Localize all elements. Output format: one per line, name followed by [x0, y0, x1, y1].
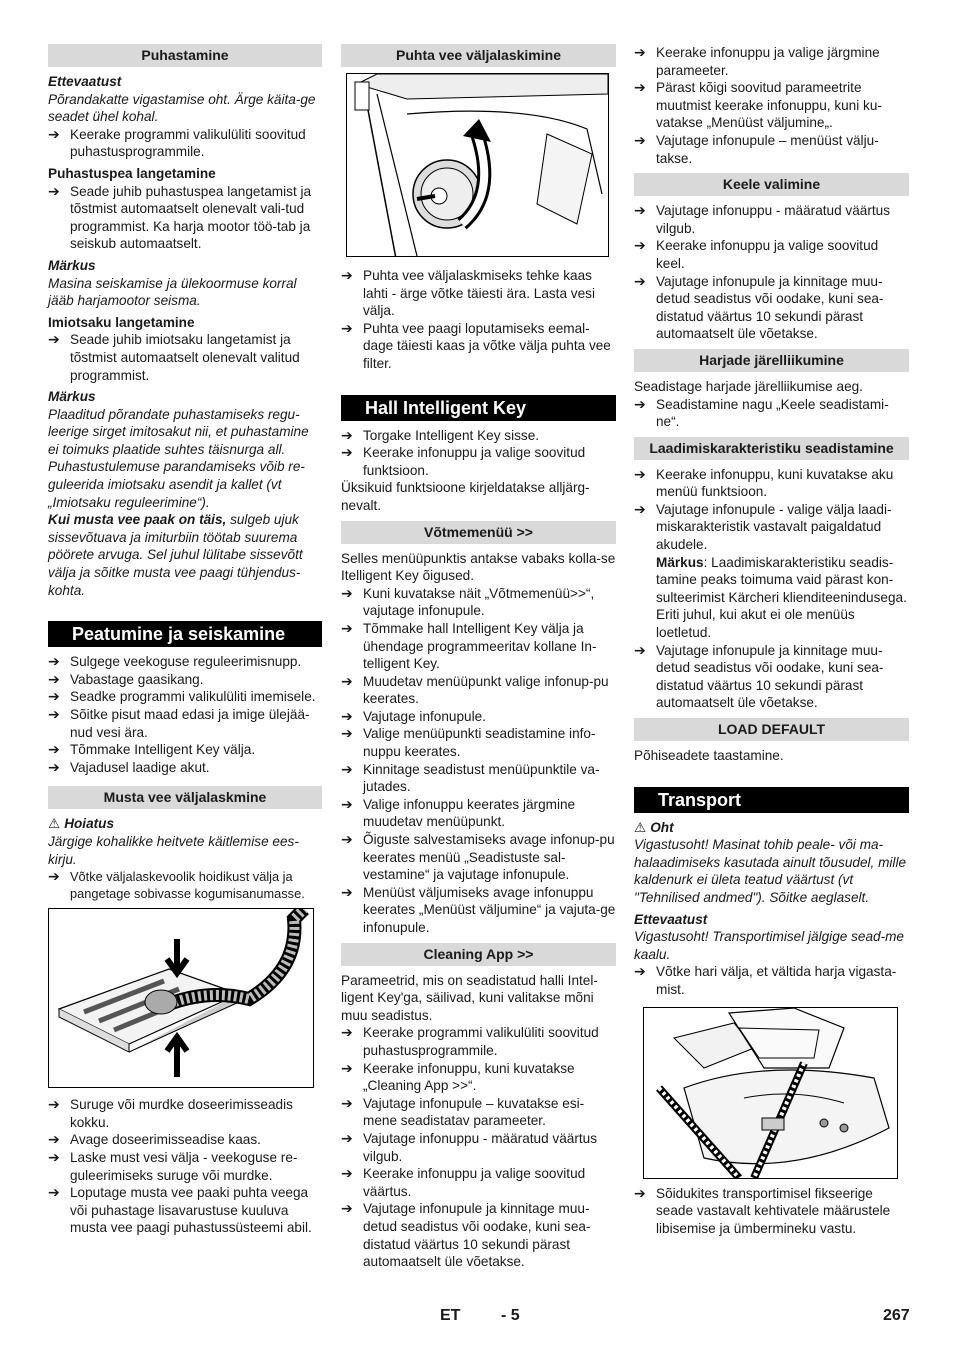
step-item: ➔ Seade juhib imiotsaku langetamist ja tõstmist automaatselt olenevalt valitud programmist. [48, 331, 300, 383]
body-text: Üksikuid funktsioone kirjeldatakse alljärg-nevalt. [341, 480, 590, 513]
step-item: ➔ Menüüst väljumiseks avage infonuppu keerates „Menüüst väljumine“ ja vajuta-ge infonupule. [341, 883, 616, 935]
section-heading-musta-vee: Musta vee väljalaskmine [48, 786, 322, 809]
warning-label: ⚠ Hoiatus [48, 816, 115, 832]
note-label: Märkus [48, 257, 96, 273]
arrow-right-icon: ➔ [634, 500, 646, 517]
step-list [48, 126, 322, 161]
step-item: ➔ Vajutage infonupule ja kinnitage muu-detud seadistus või oodake, kuni sea-distatud väärtus 10 sekundi pärast automaatselt üle võetakse. [634, 272, 884, 342]
arrow-right-icon: ➔ [48, 670, 60, 687]
step-item: ➔ Vajutage infonupule ja kinnitage muu-detud seadistus või oodake, kuni sea-distatud väärtus 10 sekundi pärast automaatselt üle võetakse. [341, 1200, 591, 1270]
transport-straps-illustration [644, 1008, 897, 1178]
subheading: Puhastuspea langetamine [48, 165, 216, 181]
arrow-right-icon: ➔ [48, 1184, 60, 1201]
step-item: ➔ Pärast kõigi soovitud parameetrite muutmist keerake infonuppu, kuni ku-vatakse „Menüüst väljumine„. [634, 79, 882, 131]
step-list [634, 642, 909, 712]
step-item: ➔ Õiguste salvestamiseks avage infonup-pu keerates menüü „Seadistuste sal-vestamine“ ja vajutage infonupule. [341, 831, 615, 883]
body-text: Põhiseadete taastamine. [634, 748, 784, 763]
section-heading-puhastamine: Puhastamine [48, 44, 322, 67]
step-item: ➔ Puhta vee paagi loputamiseks eemal-dage täiesti kaas ja võtke välja puhta vee filter. [341, 319, 611, 371]
step-item: ➔ Vajadusel laadige akut. [48, 758, 210, 775]
figure-fresh-water-cap [346, 73, 609, 257]
danger-text: Vigastusoht! Masinat tohib peale- või ma-halaadimiseks kasutada ainult tõusudel, mille kaldenurk ei ületa teatud väärtust (vt "Tehnilised andmed"). Sõitke aeglaselt. [634, 837, 907, 905]
step-item: ➔ Valige infonuppu keerates järgmine muudetav menüüpunkt. [341, 795, 576, 830]
step-item: ➔ Laske must vesi välja - veekoguse re-guleerimiseks suruge või murdke. [48, 1148, 298, 1183]
caution-label: Ettevaatust [634, 911, 708, 927]
body-text: Seadistage harjade järelliikumise aeg. [634, 378, 863, 394]
column-right [634, 44, 909, 1237]
arrow-right-icon: ➔ [634, 395, 646, 412]
step-item: ➔ Tõmmake Intelligent Key välja. [48, 741, 256, 758]
note-label: Märkus [48, 389, 96, 405]
caution-label: Ettevaatust [48, 74, 122, 89]
step-item: ➔ Seadistamine nagu „Keele seadistami-ne“. [634, 395, 889, 430]
section-heading-transport: Transport [634, 787, 909, 813]
arrow-right-icon: ➔ [48, 653, 60, 670]
arrow-right-icon: ➔ [341, 831, 353, 848]
step-item: ➔ Torgake Intelligent Key sisse. [341, 426, 540, 443]
step-item: ➔ Valige menüüpunkti seadistamine info-nuppu keerates. [341, 725, 596, 760]
arrow-right-icon: ➔ [341, 795, 353, 812]
arrow-right-icon: ➔ [634, 131, 646, 148]
arrow-right-icon: ➔ [341, 707, 353, 724]
arrow-right-icon: ➔ [634, 1184, 646, 1201]
arrow-right-icon: ➔ [341, 1059, 353, 1076]
arrow-right-icon: ➔ [48, 706, 60, 722]
step-list [341, 585, 616, 937]
note-text: Plaaditud põrandate puhastamiseks regu-leerige sirget imitosakut nii, et puhastamine ei toimuks plaatide suhtes täisnurga all. Puhastustulemuse parandamiseks võib re-guleerida imiotsaku asendit ja kallet (vt „Imiotsaku reguleerimine“). [48, 406, 309, 510]
arrow-right-icon: ➔ [634, 237, 646, 254]
note-text-continued: Kui musta vee paak on täis, sulgeb ujuk sissevõtuava ja imiturbiin töötab suurema pöörete arvuga. Sel juhul lülitabe sissevõtt välja ja sõitke musta vee paagi tühjendus-kohta. [48, 512, 303, 598]
arrow-right-icon: ➔ [341, 725, 353, 742]
arrow-right-icon: ➔ [341, 883, 353, 900]
section-heading-peatumine: Peatumine ja seiskamine [48, 621, 322, 647]
arrow-right-icon: ➔ [341, 319, 353, 336]
column-middle [341, 44, 616, 1271]
step-item: ➔ Vabastage gaasikang. [48, 670, 204, 687]
section-heading-load-default: LOAD DEFAULT [634, 718, 909, 741]
caution-text: Vigastusoht! Transportimisel jälgige sead-me kaalu. [634, 929, 904, 962]
step-item: ➔ Avage doseerimisseadise kaas. [48, 1131, 261, 1148]
step-item: ➔ Tõmmake hall Intelligent Key välja ja ühendage programmeeritav kollane In-telligent Key. [341, 619, 597, 672]
note-text: Märkus: Laadimiskarakteristiku seadis-tamine peaks toimuma vaid pärast kon-sulteerimist Kärcheri klienditeenindusega. Eriti juhul, kui akut ei ole menüüs loetletud. [656, 554, 907, 641]
step-item: ➔ Seadke programmi valikulüliti imemisele. [48, 688, 316, 705]
figure-transport-straps [643, 1007, 898, 1179]
arrow-right-icon: ➔ [341, 1094, 353, 1111]
section-heading-cleaning-app: Cleaning App >> [341, 943, 616, 966]
arrow-right-icon: ➔ [48, 741, 60, 758]
arrow-right-icon: ➔ [48, 758, 60, 775]
step-list [634, 466, 909, 554]
step-item: ➔ Vajutage infonupule. [341, 707, 486, 724]
step-item: ➔ Keerake infonuppu ja valige soovitud keel. [634, 237, 879, 271]
warning-triangle-icon: ⚠ [48, 816, 61, 832]
section-heading-hall-intelligent-key: Hall Intelligent Key [341, 395, 616, 421]
footer-language: ET [440, 1307, 461, 1324]
section-heading-laadimiskarakteristik: Laadimiskarakteristiku seadistamine [634, 437, 909, 460]
step-item: ➔ Võtke hari välja, et vältida harja vigasta-mist. [634, 963, 897, 997]
arrow-right-icon: ➔ [341, 267, 353, 283]
arrow-right-icon: ➔ [341, 444, 353, 461]
step-list [634, 202, 909, 343]
step-item: ➔ Keerake programmi valikulüliti soovitud puhastusprogrammile. [48, 125, 306, 160]
step-item: ➔ Vajutage infonupule ja kinnitage muu-detud seadistus või oodake, kuni sea-distatud väärtus 10 sekundi pärast automaatselt üle võetakse. [634, 641, 884, 711]
step-item: ➔ Kinnitage seadistust menüüpunktile va-jutades. [341, 760, 600, 795]
step-item: ➔ Sulgege veekoguse reguleerimisnupp. [48, 653, 302, 670]
step-list [48, 868, 322, 902]
step-list [341, 1024, 616, 1270]
section-heading-votmemenuu: Võtmemenüü >> [341, 521, 616, 544]
step-item: ➔ Keerake infonuppu ja valige soovitud väärtus. [341, 1165, 586, 1199]
step-item: ➔ Vajutage infonupule – kuvatakse esi-mene seadistatav parameeter. [341, 1094, 585, 1129]
step-item: ➔ Sõitke pisut maad edasi ja imige ülejää-nud vesi ära. [48, 706, 310, 740]
step-item: ➔ Keerake programmi valikulüliti soovitud puhastusprogrammile. [341, 1024, 599, 1058]
warning-text: Järgige kohalikke heitvete käitlemise ees-kirju. [48, 833, 299, 867]
step-list [341, 427, 616, 480]
arrow-right-icon: ➔ [48, 688, 60, 705]
step-item: ➔ Vajutage infonuppu - määratud väärtus vilgub. [634, 202, 891, 236]
step-item: ➔ Keerake infonuppu, kuni kuvatakse aku menüü funktsioon. [634, 465, 894, 500]
step-list [48, 183, 322, 253]
caution-text: Põrandakatte vigastamise oht. Ärge käita-ge seadet ühel kohal. [48, 91, 316, 125]
arrow-right-icon: ➔ [634, 79, 646, 96]
arrow-right-icon: ➔ [341, 1129, 353, 1146]
footer-local-page: - 5 [501, 1307, 520, 1324]
step-list [634, 1185, 909, 1238]
step-item: ➔ Keerake infonuppu, kuni kuvatakse „Cleaning App >>“. [341, 1059, 575, 1094]
arrow-right-icon: ➔ [48, 182, 60, 199]
danger-label: ⚠ Oht [634, 819, 674, 835]
arrow-right-icon: ➔ [48, 1148, 60, 1165]
column-left [48, 44, 322, 1237]
step-item: ➔ Suruge või murdke doseerimisseadis kokku. [48, 1096, 293, 1130]
step-item: ➔ Sõidukites transportimisel fikseerige seade vastavalt kehtivatele määrustele libisemise ja ümbermineku vastu. [634, 1184, 891, 1236]
fresh-water-cap-illustration [347, 74, 608, 256]
section-heading-harjade: Harjade järelliikumine [634, 349, 909, 372]
arrow-right-icon: ➔ [341, 1200, 353, 1217]
arrow-right-icon: ➔ [48, 125, 60, 142]
subheading: Imiotsaku langetamine [48, 314, 195, 330]
arrow-right-icon: ➔ [48, 1131, 60, 1148]
step-list [48, 1096, 322, 1237]
warning-triangle-icon: ⚠ [634, 819, 647, 835]
drain-hose-illustration [49, 909, 313, 1087]
step-list [634, 396, 909, 431]
arrow-right-icon: ➔ [341, 584, 353, 601]
arrow-right-icon: ➔ [634, 272, 646, 289]
arrow-right-icon: ➔ [341, 1024, 353, 1041]
step-item: ➔ Kuni kuvatakse näit „Võtmemenüü>>“, vajutage infonupule. [341, 584, 595, 619]
arrow-right-icon: ➔ [634, 963, 646, 980]
step-item: ➔ Muudetav menüüpunkt valige infonup-pu keerates. [341, 672, 609, 707]
arrow-right-icon: ➔ [634, 465, 646, 482]
arrow-right-icon: ➔ [48, 868, 60, 885]
step-list [48, 331, 322, 384]
arrow-right-icon: ➔ [341, 672, 353, 689]
arrow-right-icon: ➔ [634, 202, 646, 219]
footer-page-number: 267 [883, 1307, 910, 1324]
step-item: ➔ Keerake infonuppu ja valige soovitud funktsioon. [341, 444, 586, 478]
arrow-right-icon: ➔ [341, 760, 353, 777]
body-text: Selles menüüpunktis antakse vabaks kolla-se Itelligent Key õigused. [341, 550, 616, 584]
step-item: ➔ Vajutage infonupule - valige välja laadi-miskarakteristik vastavalt paigaldatud akudele. [634, 500, 892, 553]
step-item: ➔ Vajutage infonuppu - määratud väärtus vilgub. [341, 1129, 598, 1164]
step-item: ➔ Loputage musta vee paaki puhta veega või puhastage lisavarustuse kuuluva musta vee paagi puhastussüsteemi abil. [48, 1184, 312, 1236]
step-list [634, 963, 909, 998]
section-heading-puhta-vee: Puhta vee väljalaskimine [341, 44, 616, 67]
step-item: ➔ Puhta vee väljalaskmiseks tehke kaas lahti - ärge võtke täiesti ära. Lasta vesi välja. [341, 267, 595, 319]
step-item: ➔ Keerake infonuppu ja valige järgmine parameeter. [634, 44, 880, 78]
section-heading-keele-valimine: Keele valimine [634, 173, 909, 196]
step-list [634, 44, 909, 167]
step-item: ➔ Võtke väljalaskevoolik hoidikust välja ja pangetage sobivasse kogumisanumasse. [48, 868, 305, 902]
body-text: Parameetrid, mis on seadistatud halli Intel-ligent Key'ga, säilivad, kuni valitakse mõni muu seadistus. [341, 972, 598, 1023]
arrow-right-icon: ➔ [341, 619, 353, 636]
arrow-right-icon: ➔ [341, 426, 353, 443]
arrow-right-icon: ➔ [341, 1165, 353, 1182]
figure-drain-hose [48, 908, 314, 1088]
arrow-right-icon: ➔ [48, 331, 60, 348]
step-list [48, 653, 322, 776]
note-text: Masina seiskamise ja ülekoormuse korral jääb harjamootor seisma. [48, 275, 297, 309]
arrow-right-icon: ➔ [634, 641, 646, 658]
step-item: ➔ Seade juhib puhastuspea langetamist ja tõstmist automaatselt olenevalt vali-tud programmist. Ka harja mootor töö-tab ja seiskub automaatselt. [48, 182, 312, 252]
step-item: ➔ Vajutage infonupule – menüüst välju-takse. [634, 131, 879, 166]
arrow-right-icon: ➔ [634, 44, 646, 60]
arrow-right-icon: ➔ [48, 1096, 60, 1113]
step-list [341, 267, 616, 373]
